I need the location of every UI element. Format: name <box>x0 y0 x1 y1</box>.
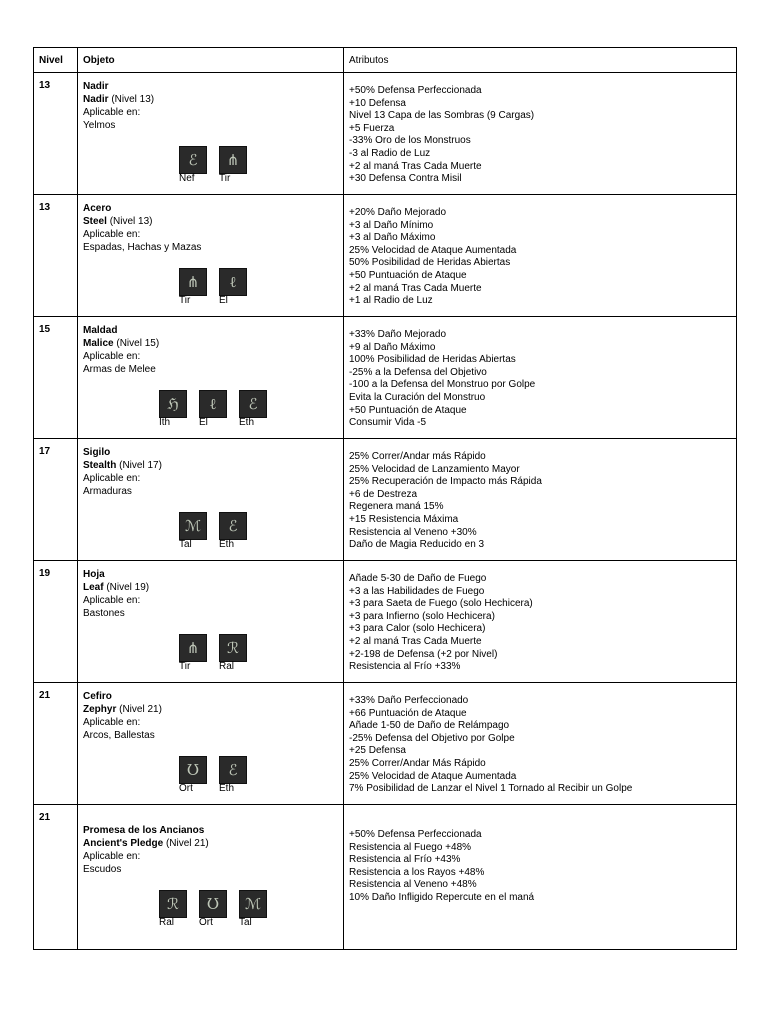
rune-tir <box>219 146 247 184</box>
rune-el-icon: ℓ <box>219 268 247 296</box>
header-attributes: Atributos <box>344 48 737 73</box>
attribute-line: Añade 5-30 de Daño de Fuego <box>349 573 487 584</box>
runeword-level-note: (Nivel 17) <box>119 460 162 471</box>
attribute-line: +2 al maná Tras Cada Muerte <box>349 160 482 172</box>
applicable-label: Aplicable en: <box>83 851 141 862</box>
row-level: 17 <box>34 439 78 561</box>
rune-ral-icon: ℛ <box>159 890 187 918</box>
rune-tir-icon: ⋔ <box>179 634 207 662</box>
runeword-name-en: Ancient's Pledge <box>83 838 164 849</box>
runeword-name-es: Maldad <box>83 325 118 336</box>
row-level: 21 <box>34 805 78 950</box>
attribute-line: +30 Defensa Contra Misil <box>349 173 462 185</box>
rune-list <box>83 390 343 428</box>
rune-ral-icon: ℛ <box>219 634 247 662</box>
attribute-line: -25% a la Defensa del Objetivo <box>349 366 487 378</box>
runeword-name-en-line <box>83 837 343 850</box>
attribute-line: Daño de Magia Reducido en 3 <box>349 539 485 551</box>
runeword-name-en-line <box>83 703 343 716</box>
table-row <box>34 439 737 561</box>
rune-list <box>83 634 343 672</box>
runeword-name-es: Sigilo <box>83 447 111 458</box>
attribute-line: +66 Puntuación de Ataque <box>349 707 467 719</box>
runeword-name-en-line <box>83 93 343 106</box>
row-attributes <box>344 439 737 561</box>
attribute-line: +10 Defensa <box>349 97 406 109</box>
row-object <box>78 195 344 317</box>
applicable-label: Aplicable en: <box>83 717 141 728</box>
rune-ort <box>179 756 207 794</box>
attribute-line: -100 a la Defensa del Monstruo por Golpe <box>349 379 536 391</box>
attribute-line: Resistencia al Veneno +30% <box>349 526 477 538</box>
rune-label: Tir <box>219 173 231 184</box>
table-row <box>34 317 737 439</box>
attribute-line: Resistencia a los Rayos +48% <box>349 866 485 878</box>
attribute-line: +33% Daño Mejorado <box>349 329 447 340</box>
row-attributes <box>344 317 737 439</box>
applicable-label: Aplicable en: <box>83 473 141 484</box>
runeword-name-es: Nadir <box>83 81 109 92</box>
attribute-line: Resistencia al Veneno +48% <box>349 879 477 891</box>
runeword-name-es: Hoja <box>83 569 105 580</box>
table-header-row <box>34 48 737 73</box>
attribute-line: 7% Posibilidad de Lanzar el Nivel 1 Tornado al Recibir un Golpe <box>349 783 633 795</box>
runeword-level-note: (Nivel 13) <box>109 216 153 227</box>
applies-to: Yelmos <box>83 120 116 131</box>
rune-label: Ort <box>179 783 193 794</box>
rune-nef <box>179 146 207 184</box>
attribute-line: 100% Posibilidad de Heridas Abiertas <box>349 354 516 366</box>
attribute-line: -25% Defensa del Objetivo por Golpe <box>349 732 515 744</box>
runeword-name-en: Leaf <box>83 582 104 593</box>
applies-to: Armaduras <box>83 486 132 497</box>
attribute-line: 25% Correr/Andar Más Rápido <box>349 757 486 769</box>
rune-label: Ral <box>219 661 235 672</box>
row-object <box>78 73 344 195</box>
rune-ort-icon: Ʊ <box>199 890 227 918</box>
applies-to: Armas de Melee <box>83 364 156 375</box>
rune-el <box>199 390 227 428</box>
attribute-line: +2-198 de Defensa (+2 por Nivel) <box>349 648 498 660</box>
rune-label: El <box>199 417 208 428</box>
rune-list <box>83 512 343 550</box>
runeword-name-es: Cefiro <box>83 691 112 702</box>
runeword-level-note: (Nivel 21) <box>119 704 162 715</box>
table-row <box>34 73 737 195</box>
rune-list <box>83 756 343 794</box>
row-object <box>78 317 344 439</box>
rune-ort <box>199 890 227 928</box>
attribute-line: +50% Defensa Perfeccionada <box>349 829 482 840</box>
row-object <box>78 561 344 683</box>
runeword-level-note: (Nivel 15) <box>116 338 160 349</box>
row-object <box>78 805 344 950</box>
rune-label: El <box>219 295 228 306</box>
attribute-line: +25 Defensa <box>349 745 406 757</box>
runeword-level-note: (Nivel 13) <box>111 94 155 105</box>
row-attributes <box>344 195 737 317</box>
rune-eth <box>219 512 247 550</box>
rune-label: Tir <box>179 661 191 672</box>
rune-label: Tir <box>179 295 191 306</box>
attribute-line: +2 al maná Tras Cada Muerte <box>349 635 482 647</box>
rune-tir-icon: ⋔ <box>179 268 207 296</box>
rune-tal <box>239 890 267 928</box>
runeword-level-note: (Nivel 21) <box>165 838 209 849</box>
header-level: Nivel <box>34 48 78 73</box>
rune-label: Nef <box>179 173 195 184</box>
attribute-line: Resistencia al Frío +33% <box>349 661 461 673</box>
attribute-line: Resistencia al Fuego +48% <box>349 841 472 853</box>
rune-tir-icon: ⋔ <box>219 146 247 174</box>
row-attributes <box>344 561 737 683</box>
rune-ith <box>159 390 187 428</box>
row-level: 13 <box>34 195 78 317</box>
applies-to: Bastones <box>83 608 125 619</box>
row-attributes <box>344 805 737 950</box>
rune-el-icon: ℓ <box>199 390 227 418</box>
rune-label: Eth <box>219 783 235 794</box>
rune-label: Ral <box>159 917 175 928</box>
rune-label: Tal <box>239 917 252 928</box>
attribute-line: +50 Puntuación de Ataque <box>349 269 467 281</box>
row-level: 15 <box>34 317 78 439</box>
attribute-line: Añade 1-50 de Daño de Relámpago <box>349 720 510 732</box>
attribute-line: +1 al Radio de Luz <box>349 295 433 307</box>
row-level: 13 <box>34 73 78 195</box>
attribute-line: +50% Defensa Perfeccionada <box>349 85 482 96</box>
rune-ort-icon: Ʊ <box>179 756 207 784</box>
attribute-line: 10% Daño Infligido Repercute en el maná <box>349 891 535 903</box>
rune-eth <box>239 390 267 428</box>
rune-label: Eth <box>239 417 255 428</box>
runeword-name-en-line <box>83 581 343 594</box>
attribute-line: Consumir Vida -5 <box>349 417 427 429</box>
row-attributes <box>344 683 737 805</box>
attribute-line: 25% Velocidad de Lanzamiento Mayor <box>349 463 520 475</box>
rune-ith-icon: ℌ <box>159 390 187 418</box>
runeword-name-en-line <box>83 215 343 228</box>
table-row <box>34 683 737 805</box>
row-level: 21 <box>34 683 78 805</box>
applies-to: Escudos <box>83 864 122 875</box>
attribute-line: 25% Correr/Andar más Rápido <box>349 451 486 462</box>
attribute-line: +3 para Saeta de Fuego (solo Hechicera) <box>349 598 533 610</box>
rune-eth-icon: ℰ <box>239 390 267 418</box>
rune-el <box>219 268 247 306</box>
attribute-line: 25% Recuperación de Impacto más Rápida <box>349 476 542 488</box>
runeword-name-en: Stealth <box>83 460 117 471</box>
table-row <box>34 561 737 683</box>
attribute-line: Resistencia al Frío +43% <box>349 854 461 866</box>
attribute-line: 25% Velocidad de Ataque Aumentada <box>349 770 517 782</box>
rune-list <box>83 268 343 306</box>
runewords-table <box>33 47 737 950</box>
attribute-line: +3 al Daño Máximo <box>349 232 436 244</box>
attribute-line: +20% Daño Mejorado <box>349 207 447 218</box>
attribute-line: +9 al Daño Máximo <box>349 341 436 353</box>
attribute-line: -3 al Radio de Luz <box>349 147 431 159</box>
row-attributes <box>344 73 737 195</box>
attribute-line: 25% Velocidad de Ataque Aumentada <box>349 244 517 256</box>
header-object: Objeto <box>78 48 344 73</box>
attribute-line: +15 Resistencia Máxima <box>349 513 459 525</box>
rune-tir <box>179 268 207 306</box>
attribute-line: +50 Puntuación de Ataque <box>349 404 467 416</box>
attribute-line: Evita la Curación del Monstruo <box>349 391 486 403</box>
rune-ral <box>219 634 247 672</box>
applicable-label: Aplicable en: <box>83 229 141 240</box>
applicable-label: Aplicable en: <box>83 107 141 118</box>
applicable-label: Aplicable en: <box>83 351 141 362</box>
runeword-name-en: Nadir <box>83 94 109 105</box>
rune-tal-icon: ℳ <box>179 512 207 540</box>
attribute-line: +3 para Calor (solo Hechicera) <box>349 623 486 635</box>
rune-list <box>83 890 343 928</box>
attribute-line: Regenera maná 15% <box>349 501 444 513</box>
attribute-line: +6 de Destreza <box>349 488 418 500</box>
rune-ral <box>159 890 187 928</box>
runeword-name-en-line <box>83 459 343 472</box>
rune-label: Ort <box>199 917 213 928</box>
rune-tal-icon: ℳ <box>239 890 267 918</box>
attribute-line: +3 para Infierno (solo Hechicera) <box>349 610 495 622</box>
table-row <box>34 805 737 950</box>
row-object <box>78 439 344 561</box>
row-level: 19 <box>34 561 78 683</box>
attribute-line: 50% Posibilidad de Heridas Abiertas <box>349 257 511 269</box>
rune-label: Tal <box>179 539 192 550</box>
rune-tal <box>179 512 207 550</box>
applies-to: Arcos, Ballestas <box>83 730 155 741</box>
attribute-line: +3 al Daño Mínimo <box>349 219 434 231</box>
attribute-line: Nivel 13 Capa de las Sombras (9 Cargas) <box>349 110 535 122</box>
applies-to: Espadas, Hachas y Mazas <box>83 242 202 253</box>
rune-list <box>83 146 343 184</box>
runeword-name-en: Steel <box>83 216 107 227</box>
rune-nef-icon: ℰ <box>179 146 207 174</box>
runeword-name-en: Zephyr <box>83 704 117 715</box>
attribute-line: +5 Fuerza <box>349 122 395 134</box>
rune-eth <box>219 756 247 794</box>
runeword-name-es: Acero <box>83 203 112 214</box>
rune-eth-icon: ℰ <box>219 756 247 784</box>
runeword-level-note: (Nivel 19) <box>106 582 150 593</box>
attribute-line: +3 a las Habilidades de Fuego <box>349 585 485 597</box>
rune-eth-icon: ℰ <box>219 512 247 540</box>
rune-tir <box>179 634 207 672</box>
rune-label: Eth <box>219 539 235 550</box>
attribute-line: +2 al maná Tras Cada Muerte <box>349 282 482 294</box>
applicable-label: Aplicable en: <box>83 595 141 606</box>
runeword-name-es: Promesa de los Ancianos <box>83 825 205 836</box>
runeword-name-en-line <box>83 337 343 350</box>
table-row <box>34 195 737 317</box>
runeword-name-en: Malice <box>83 338 114 349</box>
attribute-line: +33% Daño Perfeccionado <box>349 695 469 706</box>
rune-label: Ith <box>159 417 171 428</box>
attribute-line: -33% Oro de los Monstruos <box>349 135 471 147</box>
row-object <box>78 683 344 805</box>
